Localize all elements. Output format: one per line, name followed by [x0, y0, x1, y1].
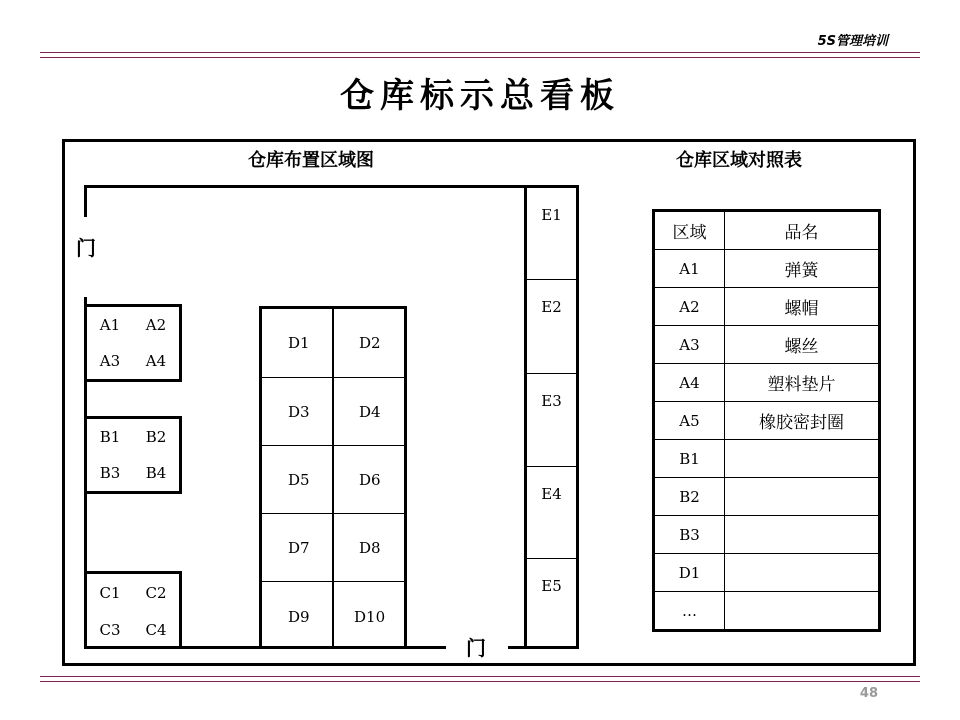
zone-a4: A4	[145, 352, 167, 370]
rack-e-row	[527, 374, 576, 467]
zone-a2: A2	[145, 316, 167, 334]
header-item-name: 品名	[725, 211, 880, 250]
cell-item-name	[725, 592, 880, 631]
cell-item-name: 橡胶密封圈	[725, 402, 880, 440]
rack-e	[527, 185, 579, 649]
cell-zone: D1	[654, 554, 725, 592]
page-number: 48	[859, 686, 878, 701]
layout-section-title: 仓库布置区域图	[248, 150, 374, 171]
zone-b2: B2	[145, 428, 167, 446]
rack-b	[87, 416, 182, 494]
zone-d9: D9	[288, 608, 310, 626]
zone-e4: E4	[541, 485, 562, 503]
zone-b4: B4	[145, 464, 167, 482]
zone-c2: C2	[145, 583, 167, 602]
rack-c	[87, 571, 182, 649]
zone-e2: E2	[541, 298, 562, 316]
page-title: 仓库标示总看板	[340, 76, 620, 116]
zone-d7: D7	[288, 538, 310, 557]
zone-d2: D2	[359, 334, 381, 352]
rack-e-row	[527, 188, 576, 280]
table-row	[654, 516, 880, 554]
zone-d4: D4	[359, 402, 381, 421]
cell-item-name	[725, 440, 880, 478]
warehouse-wall-left-upper	[84, 185, 87, 217]
cell-zone: A3	[654, 326, 725, 364]
rack-e-row	[527, 280, 576, 374]
cell-item-name: 螺帽	[725, 288, 880, 326]
cell-item-name	[725, 478, 880, 516]
cell-zone: B2	[654, 478, 725, 516]
cell-zone: B1	[654, 440, 725, 478]
zone-b1: B1	[99, 428, 121, 446]
door-left-label: 门	[76, 236, 96, 260]
header-divider	[40, 52, 920, 58]
table-row	[654, 554, 880, 592]
rack-e-row	[527, 559, 576, 652]
reference-table-header-row	[654, 211, 880, 250]
cell-zone: A4	[654, 364, 725, 402]
table-row	[654, 288, 880, 326]
zone-b3: B3	[99, 464, 121, 482]
zone-e3: E3	[541, 392, 562, 410]
footer-divider	[40, 676, 920, 682]
rack-a	[87, 304, 182, 382]
rack-d-row	[262, 514, 404, 582]
zone-c4: C4	[145, 621, 167, 640]
zone-c3: C3	[99, 621, 121, 640]
table-row	[654, 326, 880, 364]
cell-item-name	[725, 554, 880, 592]
zone-d3: D3	[288, 402, 310, 421]
header-course-label: 5S管理培训	[817, 34, 888, 49]
table-row	[654, 250, 880, 288]
header-zone: 区域	[654, 211, 725, 250]
zone-reference-table	[652, 209, 881, 632]
zone-a1: A1	[99, 316, 121, 334]
warehouse-wall-top	[84, 185, 527, 188]
rack-d-row	[262, 378, 404, 446]
reference-section-title: 仓库区域对照表	[676, 150, 802, 171]
cell-item-name: 弹簧	[725, 250, 880, 288]
rack-e-row	[527, 467, 576, 559]
zone-e5: E5	[541, 577, 562, 595]
zone-d8: D8	[359, 538, 381, 557]
door-bottom-label: 门	[466, 636, 486, 660]
zone-d5: D5	[288, 470, 310, 489]
rack-d	[259, 306, 407, 649]
zone-a3: A3	[99, 352, 121, 370]
table-row	[654, 364, 880, 402]
zone-d6: D6	[359, 470, 381, 489]
cell-zone: …	[654, 592, 725, 631]
table-row	[654, 478, 880, 516]
cell-item-name: 塑料垫片	[725, 364, 880, 402]
zone-e1: E1	[541, 206, 562, 224]
zone-d1: D1	[288, 334, 310, 352]
table-row	[654, 592, 880, 631]
cell-item-name: 螺丝	[725, 326, 880, 364]
rack-d-row	[262, 309, 404, 378]
table-row	[654, 440, 880, 478]
cell-zone: A2	[654, 288, 725, 326]
cell-zone: B3	[654, 516, 725, 554]
zone-d10: D10	[354, 608, 386, 626]
zone-c1: C1	[99, 583, 121, 602]
rack-d-row	[262, 582, 404, 652]
table-row	[654, 402, 880, 440]
warehouse-wall-bottom-right	[508, 646, 527, 649]
cell-zone: A5	[654, 402, 725, 440]
rack-d-row	[262, 446, 404, 514]
cell-item-name	[725, 516, 880, 554]
cell-zone: A1	[654, 250, 725, 288]
